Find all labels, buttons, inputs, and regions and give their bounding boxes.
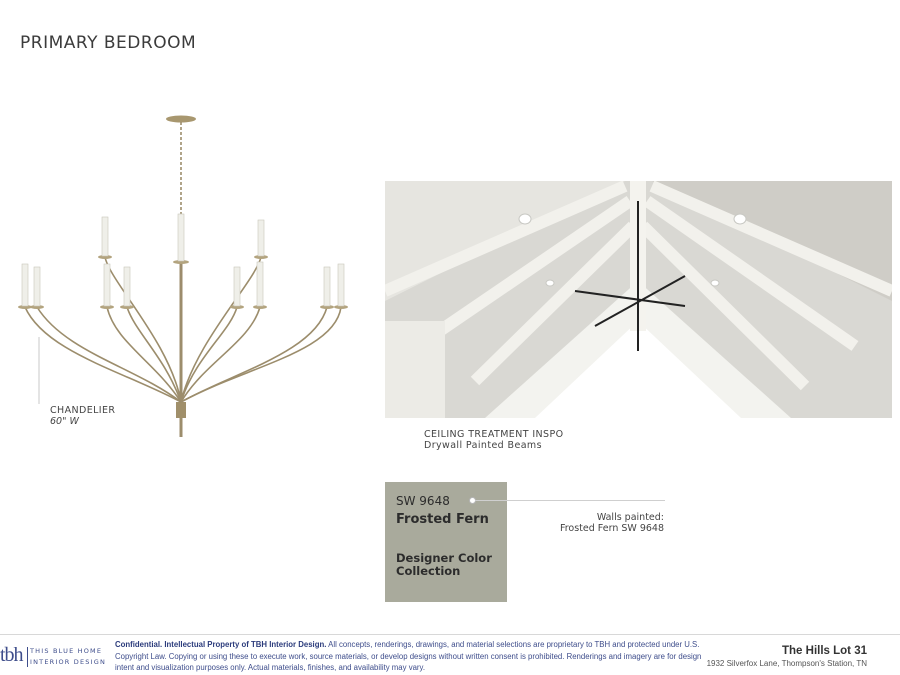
logo-line1: THIS BLUE HOME: [30, 647, 103, 655]
project-info: [707, 645, 867, 668]
logo-mark: tbh: [0, 644, 23, 666]
ceiling-note: Drywall Painted Beams: [424, 440, 542, 451]
pointer-line: [475, 500, 665, 501]
legal-notice: [115, 639, 705, 674]
walls-caption: [560, 512, 664, 534]
paint-collection: Designer Color Collection: [396, 551, 492, 578]
chandelier-dimension: 60" W: [50, 416, 79, 427]
legal-bold: Confidential. Intellectual Property of TBH Interior Design.: [115, 640, 327, 649]
project-address: 1932 Silverfox Lane, Thompson's Station, TN: [706, 659, 867, 668]
walls-value: Frosted Fern SW 9648: [559, 523, 664, 534]
paint-name: Frosted Fern: [396, 512, 489, 527]
page-title: PRIMARY BEDROOM: [20, 33, 197, 53]
logo-divider: [27, 647, 28, 667]
logo-line2: INTERIOR DESIGN: [30, 658, 107, 666]
chandelier-caption: [50, 405, 115, 427]
footer-divider: [0, 634, 900, 635]
ceiling-caption: [424, 429, 563, 451]
walls-label: Walls painted:: [596, 512, 664, 523]
ceiling-photo: [385, 181, 892, 418]
brand-logo: [0, 642, 110, 672]
chandelier-label: CHANDELIER: [50, 405, 116, 416]
legal-text: All concepts, renderings, drawings, and material selections are proprietary to TBH and protected under U.S. Copyright Law. Copying or using these to execute work, source materials, or develop designs without written consent is prohibited. Renderings and imagery are for design intent and visualization purposes only. Actual materials, finishes, and availability may vary.: [115, 640, 702, 672]
chandelier-image: [5, 112, 365, 437]
paint-code: SW 9648: [396, 494, 450, 508]
ceiling-label: CEILING TREATMENT INSPO: [424, 429, 564, 440]
project-name: The Hills Lot 31: [782, 645, 867, 657]
